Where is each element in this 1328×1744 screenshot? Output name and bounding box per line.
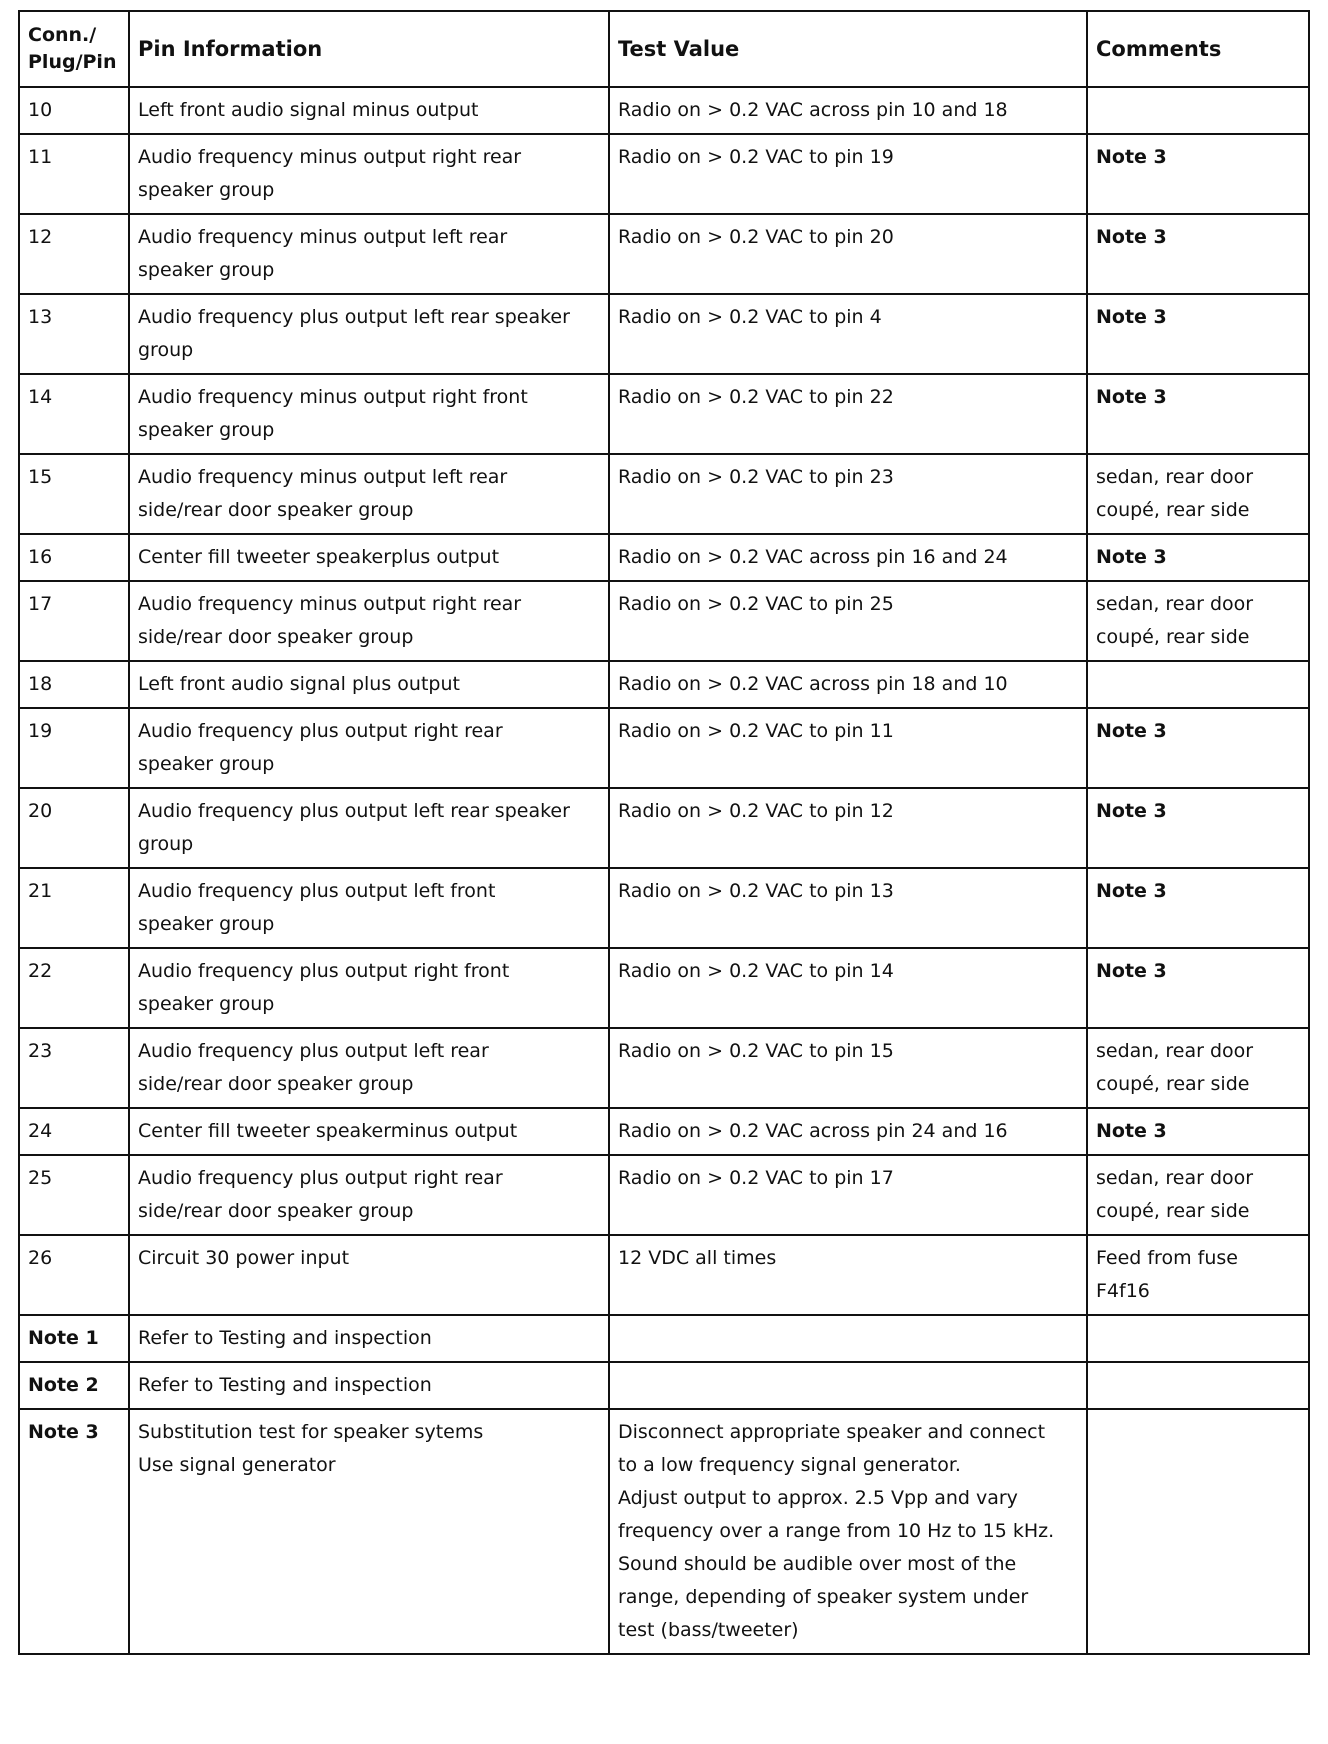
cell-conn-plug-pin: 23 <box>19 1028 129 1108</box>
cell-comments: Note 3 <box>1087 294 1309 374</box>
cell-test-value: Radio on > 0.2 VAC across pin 24 and 16 <box>609 1108 1087 1155</box>
table-row <box>19 661 1309 708</box>
cell-pin-information: Audio frequency minus output right rear side/rear door speaker group <box>129 581 609 661</box>
table-row <box>19 868 1309 948</box>
cell-pin-information: Audio frequency plus output left rear side/rear door speaker group <box>129 1028 609 1108</box>
cell-conn-plug-pin: 19 <box>19 708 129 788</box>
cell-pin-information: Audio frequency plus output right rear side/rear door speaker group <box>129 1155 609 1235</box>
cell-comments <box>1087 1362 1309 1409</box>
cell-pin-information: Left front audio signal plus output <box>129 661 609 708</box>
table-row <box>19 1108 1309 1155</box>
cell-comments <box>1087 1315 1309 1362</box>
table-row <box>19 374 1309 454</box>
cell-comments: sedan, rear door coupé, rear side <box>1087 581 1309 661</box>
cell-conn-plug-pin: 12 <box>19 214 129 294</box>
table-body <box>19 87 1309 1654</box>
cell-test-value: 12 VDC all times <box>609 1235 1087 1315</box>
table-row <box>19 948 1309 1028</box>
cell-test-value: Radio on > 0.2 VAC to pin 19 <box>609 134 1087 214</box>
cell-test-value <box>609 1315 1087 1362</box>
header-pin-information: Pin Information <box>129 11 609 87</box>
cell-comments: Note 3 <box>1087 868 1309 948</box>
cell-pin-information: Audio frequency plus output left front speaker group <box>129 868 609 948</box>
cell-conn-plug-pin: 10 <box>19 87 129 134</box>
table-row <box>19 214 1309 294</box>
cell-pin-information: Audio frequency minus output right front speaker group <box>129 374 609 454</box>
table-row <box>19 87 1309 134</box>
cell-test-value: Radio on > 0.2 VAC to pin 13 <box>609 868 1087 948</box>
cell-comments: Note 3 <box>1087 788 1309 868</box>
cell-test-value: Radio on > 0.2 VAC to pin 4 <box>609 294 1087 374</box>
cell-comments: sedan, rear door coupé, rear side <box>1087 1028 1309 1108</box>
cell-test-value: Radio on > 0.2 VAC to pin 11 <box>609 708 1087 788</box>
table-row <box>19 534 1309 581</box>
cell-pin-information: Refer to Testing and inspection <box>129 1362 609 1409</box>
cell-pin-information: Audio frequency plus output right rear speaker group <box>129 708 609 788</box>
header-row <box>19 11 1309 87</box>
cell-comments: Note 3 <box>1087 214 1309 294</box>
cell-test-value: Radio on > 0.2 VAC to pin 22 <box>609 374 1087 454</box>
cell-comments: Note 3 <box>1087 948 1309 1028</box>
table-row <box>19 1409 1309 1654</box>
cell-pin-information: Left front audio signal minus output <box>129 87 609 134</box>
cell-test-value: Radio on > 0.2 VAC across pin 16 and 24 <box>609 534 1087 581</box>
table-row <box>19 1155 1309 1235</box>
cell-comments: Feed from fuse F4f16 <box>1087 1235 1309 1315</box>
cell-test-value: Radio on > 0.2 VAC to pin 25 <box>609 581 1087 661</box>
table-row <box>19 1362 1309 1409</box>
table-row <box>19 1315 1309 1362</box>
cell-pin-information: Audio frequency minus output left rear side/rear door speaker group <box>129 454 609 534</box>
table-row <box>19 581 1309 661</box>
cell-conn-plug-pin: 26 <box>19 1235 129 1315</box>
header-comments: Comments <box>1087 11 1309 87</box>
cell-pin-information: Center fill tweeter speakerplus output <box>129 534 609 581</box>
cell-conn-plug-pin: Note 1 <box>19 1315 129 1362</box>
cell-conn-plug-pin: 13 <box>19 294 129 374</box>
table-row <box>19 708 1309 788</box>
cell-conn-plug-pin: 21 <box>19 868 129 948</box>
cell-test-value: Radio on > 0.2 VAC to pin 23 <box>609 454 1087 534</box>
cell-conn-plug-pin: 14 <box>19 374 129 454</box>
cell-conn-plug-pin: 15 <box>19 454 129 534</box>
cell-comments: Note 3 <box>1087 374 1309 454</box>
cell-comments: Note 3 <box>1087 134 1309 214</box>
cell-comments <box>1087 87 1309 134</box>
cell-pin-information: Refer to Testing and inspection <box>129 1315 609 1362</box>
cell-conn-plug-pin: 20 <box>19 788 129 868</box>
table-row <box>19 454 1309 534</box>
cell-conn-plug-pin: Note 2 <box>19 1362 129 1409</box>
table-row <box>19 1235 1309 1315</box>
header-conn-plug-pin: Conn./ Plug/Pin <box>19 11 129 87</box>
cell-pin-information: Audio frequency minus output right rear speaker group <box>129 134 609 214</box>
cell-test-value: Radio on > 0.2 VAC to pin 14 <box>609 948 1087 1028</box>
cell-conn-plug-pin: Note 3 <box>19 1409 129 1654</box>
cell-comments: sedan, rear door coupé, rear side <box>1087 1155 1309 1235</box>
cell-comments <box>1087 1409 1309 1654</box>
cell-test-value: Radio on > 0.2 VAC to pin 15 <box>609 1028 1087 1108</box>
cell-pin-information: Audio frequency minus output left rear speaker group <box>129 214 609 294</box>
cell-comments: Note 3 <box>1087 1108 1309 1155</box>
table-row <box>19 134 1309 214</box>
cell-comments: sedan, rear door coupé, rear side <box>1087 454 1309 534</box>
cell-conn-plug-pin: 11 <box>19 134 129 214</box>
cell-conn-plug-pin: 24 <box>19 1108 129 1155</box>
cell-test-value: Radio on > 0.2 VAC to pin 17 <box>609 1155 1087 1235</box>
cell-comments: Note 3 <box>1087 534 1309 581</box>
cell-comments <box>1087 661 1309 708</box>
cell-pin-information: Audio frequency plus output left rear speaker group <box>129 788 609 868</box>
cell-test-value: Radio on > 0.2 VAC to pin 12 <box>609 788 1087 868</box>
cell-pin-information: Substitution test for speaker sytems Use signal generator <box>129 1409 609 1654</box>
cell-pin-information: Circuit 30 power input <box>129 1235 609 1315</box>
cell-pin-information: Audio frequency plus output right front speaker group <box>129 948 609 1028</box>
cell-conn-plug-pin: 22 <box>19 948 129 1028</box>
cell-pin-information: Center fill tweeter speakerminus output <box>129 1108 609 1155</box>
pin-information-table <box>18 10 1310 1655</box>
table-row <box>19 294 1309 374</box>
cell-test-value <box>609 1362 1087 1409</box>
cell-conn-plug-pin: 25 <box>19 1155 129 1235</box>
table-row <box>19 788 1309 868</box>
cell-conn-plug-pin: 18 <box>19 661 129 708</box>
cell-test-value: Radio on > 0.2 VAC across pin 18 and 10 <box>609 661 1087 708</box>
cell-conn-plug-pin: 16 <box>19 534 129 581</box>
cell-test-value: Radio on > 0.2 VAC across pin 10 and 18 <box>609 87 1087 134</box>
table-header <box>19 11 1309 87</box>
cell-test-value: Disconnect appropriate speaker and connect to a low frequency signal generator. Adjust output to approx. 2.5 Vpp and vary frequency over a range from 10 Hz to 15 kHz. Sound should be audible over most of the range, depending of speaker system under test (bass/tweeter) <box>609 1409 1087 1654</box>
cell-test-value: Radio on > 0.2 VAC to pin 20 <box>609 214 1087 294</box>
header-test-value: Test Value <box>609 11 1087 87</box>
cell-conn-plug-pin: 17 <box>19 581 129 661</box>
table-row <box>19 1028 1309 1108</box>
cell-comments: Note 3 <box>1087 708 1309 788</box>
cell-pin-information: Audio frequency plus output left rear speaker group <box>129 294 609 374</box>
